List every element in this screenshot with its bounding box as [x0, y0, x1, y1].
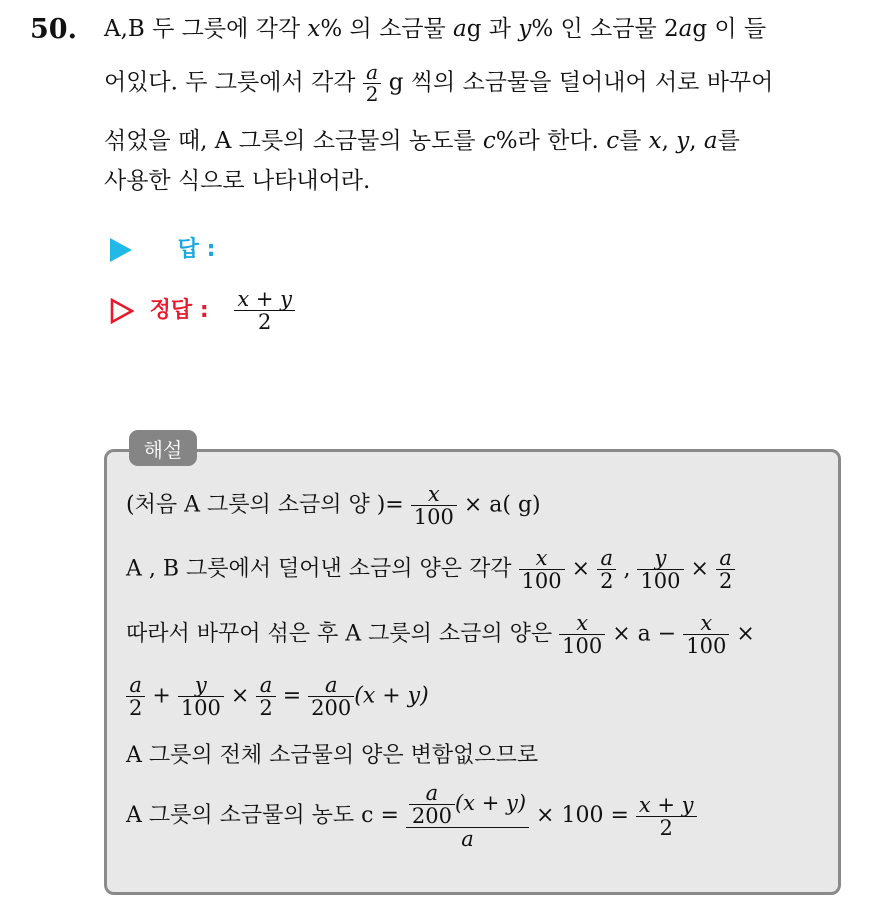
- text: ,: [661, 128, 669, 154]
- text: +: [152, 683, 171, 709]
- numerator: x + y: [638, 792, 694, 817]
- explanation-line-2: [126, 547, 735, 592]
- text: ,: [623, 556, 631, 582]
- var-c: c: [482, 128, 496, 154]
- text: × a( g): [463, 492, 541, 518]
- text: 어있다. 두 그릇에서 각각: [104, 69, 356, 96]
- question-line-2: [104, 62, 773, 105]
- numerator: a: [425, 781, 439, 805]
- var-y: y: [518, 16, 532, 42]
- text: × a −: [612, 621, 677, 647]
- var-a: a: [678, 16, 693, 42]
- denominator: a: [461, 827, 474, 852]
- numerator: a: [259, 673, 273, 697]
- denominator: 2: [363, 83, 382, 105]
- fraction: [559, 612, 605, 657]
- denominator: 2: [636, 816, 697, 839]
- numerator: x + y: [237, 287, 292, 311]
- text: =: [282, 683, 302, 709]
- correct-answer-label: 정답 :: [149, 297, 209, 323]
- denominator: 100: [559, 634, 605, 657]
- text: (x + y): [354, 683, 429, 709]
- fraction: [178, 674, 224, 719]
- fraction: [308, 674, 354, 719]
- fraction: [597, 547, 616, 592]
- text: %라 한다.: [495, 128, 599, 154]
- denominator: 2: [126, 696, 145, 719]
- denominator: 2: [234, 310, 295, 333]
- text: A 그릇의 전체 소금물의 양은 변함없으므로: [126, 743, 539, 768]
- numerator: x: [427, 482, 440, 506]
- inner-fraction: [409, 782, 455, 827]
- explanation-line-6: [126, 782, 697, 850]
- fraction-a-over-2: [363, 62, 382, 105]
- denominator: 200: [308, 696, 354, 719]
- fraction: [411, 483, 457, 528]
- fraction: [256, 674, 275, 719]
- text: ×: [230, 683, 250, 709]
- numerator: x: [535, 546, 548, 570]
- var-x: x: [307, 16, 321, 42]
- numerator: a: [600, 546, 614, 570]
- text: (처음 A 그릇의 소금의 양 )=: [126, 492, 404, 518]
- denominator: 100: [178, 696, 224, 719]
- explanation-line-1: [126, 483, 541, 528]
- text: ,: [689, 128, 697, 154]
- fraction: [637, 547, 683, 592]
- fraction: [519, 547, 565, 592]
- text: A 그릇의 소금물의 농도 c =: [126, 803, 399, 829]
- var-c: c: [606, 128, 620, 154]
- numerator: y: [194, 673, 207, 697]
- denominator: 200: [409, 804, 455, 827]
- text: × 100 =: [536, 803, 629, 829]
- denominator: 100: [519, 569, 565, 592]
- outline-triangle-icon: [110, 298, 134, 324]
- text: 섞었을 때, A 그릇의 소금물의 농도를: [104, 128, 476, 154]
- text: ×: [690, 556, 709, 582]
- numerator: x: [576, 611, 589, 635]
- text: A,B 두 그릇에 각각: [104, 16, 301, 42]
- denominator: 2: [256, 696, 275, 719]
- numerator: a: [366, 60, 379, 84]
- explanation-line-3: [126, 612, 755, 657]
- var-y: y: [676, 128, 690, 154]
- text: ×: [571, 556, 591, 582]
- denominator: 100: [683, 634, 729, 657]
- correct-answer-row: [110, 288, 295, 333]
- numerator: a: [129, 673, 142, 697]
- text: 따라서 바꾸어 섞은 후 A 그릇의 소금의 양은: [126, 621, 553, 647]
- text: A , B 그릇에서 덜어낸 소금의 양은 각각: [126, 556, 512, 582]
- denominator: 2: [597, 569, 616, 592]
- explanation-line-5: [126, 738, 538, 769]
- text: (x + y): [454, 791, 527, 816]
- var-a: a: [453, 16, 467, 42]
- denominator: 100: [411, 505, 457, 528]
- correct-answer-fraction: [234, 288, 295, 333]
- text: % 인 소금물 2: [531, 16, 679, 42]
- question-number: 50.: [30, 14, 77, 45]
- answer-label: 답 :: [177, 237, 216, 262]
- fraction: [716, 547, 735, 592]
- numerator: a: [719, 546, 732, 570]
- filled-triangle-icon: [110, 238, 132, 262]
- question-line-4: [104, 162, 370, 195]
- compound-fraction: [406, 782, 529, 850]
- text: 를: [717, 128, 740, 154]
- question-line-1: [104, 10, 766, 43]
- var-a: a: [703, 128, 718, 154]
- text: % 의 소금물: [320, 16, 446, 42]
- denominator: 100: [637, 569, 683, 592]
- denominator: 2: [716, 569, 735, 592]
- text: ×: [736, 621, 755, 647]
- text: 를: [619, 128, 642, 154]
- fraction: [683, 612, 729, 657]
- numerator: a: [324, 673, 338, 697]
- fraction: [636, 794, 697, 839]
- numerator: x: [700, 611, 713, 635]
- explanation-line-4: [126, 674, 429, 719]
- answer-row: [110, 232, 215, 263]
- text: g 씩의 소금물을 덜어내어 서로 바꾸어: [388, 69, 774, 96]
- numerator: y: [654, 546, 667, 570]
- text: g 이 들: [692, 16, 767, 42]
- var-x: x: [648, 128, 662, 154]
- explanation-tab: 해설: [129, 430, 197, 466]
- text: g 과: [466, 16, 512, 42]
- question-line-3: [104, 122, 740, 155]
- fraction: [126, 674, 145, 719]
- text: 사용한 식으로 나타내어라.: [104, 168, 371, 194]
